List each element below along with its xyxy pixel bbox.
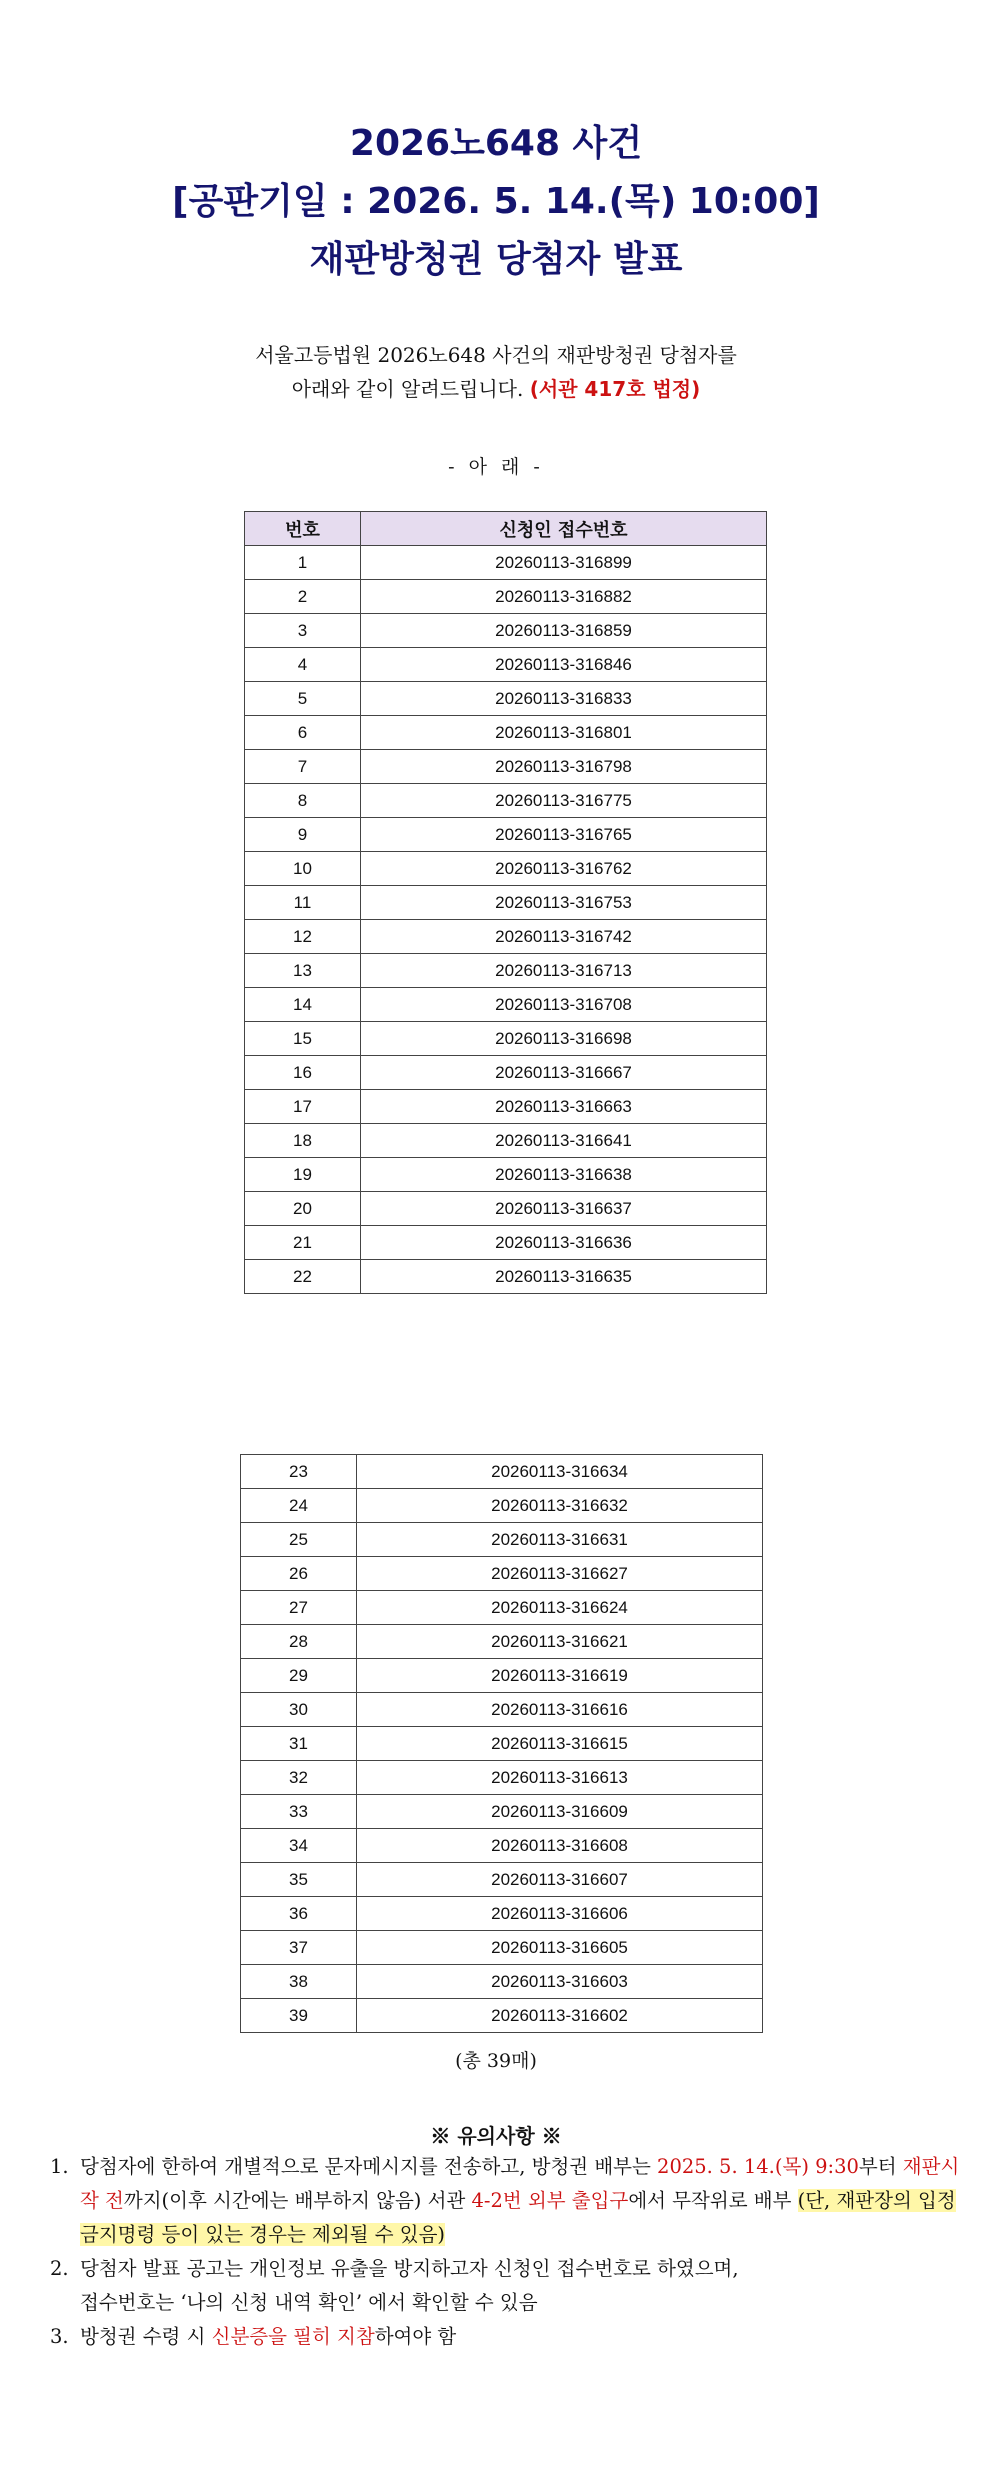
table-row <box>245 954 767 988</box>
row-number: 4 <box>245 648 361 682</box>
row-receipt-number: 20260113-316663 <box>361 1090 767 1124</box>
row-receipt-number: 20260113-316641 <box>361 1124 767 1158</box>
row-receipt-number: 20260113-316606 <box>357 1897 763 1931</box>
table-row <box>241 1965 763 1999</box>
note-1 <box>50 2150 960 2252</box>
row-number: 8 <box>245 784 361 818</box>
table-row <box>241 1557 763 1591</box>
row-number: 11 <box>245 886 361 920</box>
note-1-until: 재판시작 전 <box>80 2155 960 2212</box>
header-number: 번호 <box>245 512 361 546</box>
row-number: 28 <box>241 1625 357 1659</box>
row-number: 6 <box>245 716 361 750</box>
table-row <box>245 648 767 682</box>
row-number: 9 <box>245 818 361 852</box>
intro-line-2-text: 아래와 같이 알려드립니다. <box>291 377 530 401</box>
total-count: (총 39매) <box>455 2050 537 2072</box>
table-row <box>241 1591 763 1625</box>
row-receipt-number: 20260113-316615 <box>357 1727 763 1761</box>
row-receipt-number: 20260113-316899 <box>361 546 767 580</box>
row-receipt-number: 20260113-316621 <box>357 1625 763 1659</box>
row-number: 39 <box>241 1999 357 2033</box>
table-row <box>245 988 767 1022</box>
note-3-number: 3. <box>50 2325 69 2348</box>
row-number: 22 <box>245 1260 361 1294</box>
row-number: 14 <box>245 988 361 1022</box>
announcement-title: 재판방청권 당첨자 발표 <box>309 239 683 280</box>
table-row <box>245 1192 767 1226</box>
table-row <box>245 920 767 954</box>
row-number: 13 <box>245 954 361 988</box>
note-1-date: 2025. 5. 14.(목) 9:30 <box>657 2155 859 2178</box>
row-number: 38 <box>241 1965 357 1999</box>
row-receipt-number: 20260113-316638 <box>361 1158 767 1192</box>
row-receipt-number: 20260113-316634 <box>357 1455 763 1489</box>
table-row <box>241 1693 763 1727</box>
table-row <box>245 886 767 920</box>
note-1-text-d: 에서 무작위로 배부 <box>628 2189 798 2212</box>
row-receipt-number: 20260113-316616 <box>357 1693 763 1727</box>
row-number: 23 <box>241 1455 357 1489</box>
row-receipt-number: 20260113-316637 <box>361 1192 767 1226</box>
row-receipt-number: 20260113-316603 <box>357 1965 763 1999</box>
row-receipt-number: 20260113-316753 <box>361 886 767 920</box>
row-number: 10 <box>245 852 361 886</box>
table-row <box>241 1999 763 2033</box>
note-1-number: 1. <box>50 2155 69 2178</box>
table-row <box>245 1158 767 1192</box>
intro-line-1: 서울고등법원 2026노648 사건의 재판방청권 당첨자를 <box>255 343 737 367</box>
table-row <box>241 1489 763 1523</box>
hearing-date: [공판기일 : 2026. 5. 14.(목) 10:00] <box>172 181 820 222</box>
row-receipt-number: 20260113-316742 <box>361 920 767 954</box>
table-row <box>245 580 767 614</box>
table-body-part1 <box>245 546 767 1294</box>
row-number: 12 <box>245 920 361 954</box>
table-row <box>245 750 767 784</box>
row-number: 2 <box>245 580 361 614</box>
row-number: 29 <box>241 1659 357 1693</box>
section-marker: - 아 래 - <box>448 456 544 478</box>
table-row <box>245 818 767 852</box>
note-2-line-2: 접수번호는 ‘나의 신청 내역 확인’ 에서 확인할 수 있음 <box>80 2291 538 2314</box>
row-receipt-number: 20260113-316635 <box>361 1260 767 1294</box>
winners-table-part1 <box>244 511 767 1294</box>
row-number: 1 <box>245 546 361 580</box>
note-3-id-required: 신분증을 필히 지참 <box>211 2325 375 2348</box>
note-3 <box>50 2320 960 2354</box>
row-receipt-number: 20260113-316667 <box>361 1056 767 1090</box>
header-receipt-number: 신청인 접수번호 <box>361 512 767 546</box>
case-title: 2026노648 사건 <box>349 123 643 164</box>
row-receipt-number: 20260113-316608 <box>357 1829 763 1863</box>
row-receipt-number: 20260113-316631 <box>357 1523 763 1557</box>
row-number: 26 <box>241 1557 357 1591</box>
row-receipt-number: 20260113-316602 <box>357 1999 763 2033</box>
row-number: 32 <box>241 1761 357 1795</box>
row-receipt-number: 20260113-316607 <box>357 1863 763 1897</box>
row-number: 34 <box>241 1829 357 1863</box>
row-receipt-number: 20260113-316698 <box>361 1022 767 1056</box>
table-row <box>245 1124 767 1158</box>
row-receipt-number: 20260113-316833 <box>361 682 767 716</box>
table-row <box>241 1727 763 1761</box>
table-row <box>245 614 767 648</box>
row-receipt-number: 20260113-316882 <box>361 580 767 614</box>
row-receipt-number: 20260113-316632 <box>357 1489 763 1523</box>
row-number: 21 <box>245 1226 361 1260</box>
table-row <box>245 1056 767 1090</box>
table-row <box>245 852 767 886</box>
table-row <box>241 1659 763 1693</box>
table-row <box>245 546 767 580</box>
title-block <box>0 115 992 289</box>
row-number: 30 <box>241 1693 357 1727</box>
row-receipt-number: 20260113-316762 <box>361 852 767 886</box>
row-number: 5 <box>245 682 361 716</box>
row-receipt-number: 20260113-316798 <box>361 750 767 784</box>
row-number: 18 <box>245 1124 361 1158</box>
row-number: 3 <box>245 614 361 648</box>
winners-table-part2 <box>240 1454 763 2033</box>
courtroom-location: (서관 417호 법정) <box>529 377 701 401</box>
table-row <box>241 1523 763 1557</box>
note-1-entrance: 4-2번 외부 출입구 <box>471 2189 629 2212</box>
table-row <box>241 1829 763 1863</box>
note-1-text-c: 까지(이후 시간에는 배부하지 않음) 서관 <box>123 2189 472 2212</box>
row-receipt-number: 20260113-316801 <box>361 716 767 750</box>
table-row <box>245 1260 767 1294</box>
table-row <box>245 682 767 716</box>
row-number: 25 <box>241 1523 357 1557</box>
row-receipt-number: 20260113-316859 <box>361 614 767 648</box>
row-receipt-number: 20260113-316636 <box>361 1226 767 1260</box>
note-1-exception: (단, 재판장의 입정금지명령 등이 있는 경우는 제외될 수 있음) <box>80 2189 956 2246</box>
table-row <box>241 1625 763 1659</box>
table-row <box>245 1090 767 1124</box>
table-row <box>241 1795 763 1829</box>
table-body-part2 <box>241 1455 763 2033</box>
table-row <box>241 1761 763 1795</box>
row-receipt-number: 20260113-316624 <box>357 1591 763 1625</box>
table-row <box>245 1226 767 1260</box>
row-number: 16 <box>245 1056 361 1090</box>
note-1-text-a: 당첨자에 한하여 개별적으로 문자메시지를 전송하고, 방청권 배부는 <box>80 2155 658 2178</box>
row-receipt-number: 20260113-316619 <box>357 1659 763 1693</box>
row-receipt-number: 20260113-316775 <box>361 784 767 818</box>
row-number: 35 <box>241 1863 357 1897</box>
row-number: 31 <box>241 1727 357 1761</box>
row-number: 19 <box>245 1158 361 1192</box>
row-receipt-number: 20260113-316605 <box>357 1931 763 1965</box>
table-row <box>241 1897 763 1931</box>
row-receipt-number: 20260113-316713 <box>361 954 767 988</box>
row-number: 27 <box>241 1591 357 1625</box>
table-row <box>245 1022 767 1056</box>
table-row <box>245 784 767 818</box>
row-number: 24 <box>241 1489 357 1523</box>
note-2 <box>50 2252 960 2320</box>
row-receipt-number: 20260113-316846 <box>361 648 767 682</box>
notes-title: ※ 유의사항 ※ <box>430 2124 562 2148</box>
intro-text <box>0 338 992 406</box>
row-number: 17 <box>245 1090 361 1124</box>
note-3-text-a: 방청권 수령 시 <box>80 2325 212 2348</box>
row-receipt-number: 20260113-316765 <box>361 818 767 852</box>
row-receipt-number: 20260113-316613 <box>357 1761 763 1795</box>
row-number: 33 <box>241 1795 357 1829</box>
note-2-line-1: 당첨자 발표 공고는 개인정보 유출을 방지하고자 신청인 접수번호로 하였으며, <box>80 2257 739 2280</box>
intro-line-2 <box>0 372 992 406</box>
row-number: 20 <box>245 1192 361 1226</box>
row-receipt-number: 20260113-316627 <box>357 1557 763 1591</box>
row-receipt-number: 20260113-316708 <box>361 988 767 1022</box>
table-row <box>241 1455 763 1489</box>
note-1-text-b: 부터 <box>858 2155 903 2178</box>
table-row <box>245 716 767 750</box>
table-header-row <box>245 512 767 546</box>
row-number: 36 <box>241 1897 357 1931</box>
note-3-text-b: 하여야 함 <box>374 2325 457 2348</box>
note-2-number: 2. <box>50 2257 69 2280</box>
notes-list <box>50 2150 960 2354</box>
row-number: 15 <box>245 1022 361 1056</box>
row-number: 7 <box>245 750 361 784</box>
table-row <box>241 1931 763 1965</box>
table-row <box>241 1863 763 1897</box>
row-number: 37 <box>241 1931 357 1965</box>
row-receipt-number: 20260113-316609 <box>357 1795 763 1829</box>
